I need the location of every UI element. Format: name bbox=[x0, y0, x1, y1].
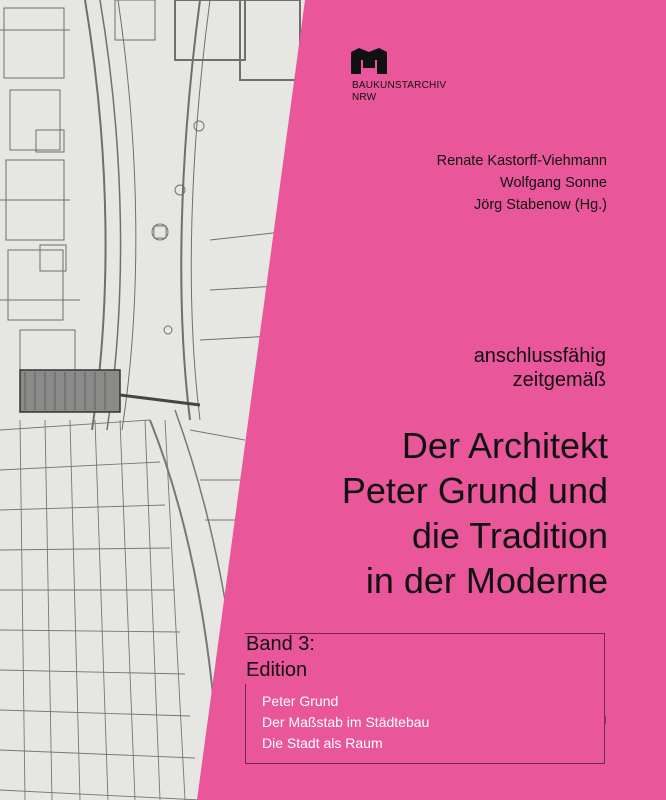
frame-left-edge bbox=[245, 684, 246, 764]
subtitle-line: anschlussfähig bbox=[473, 345, 606, 367]
contents-item: Peter Grund bbox=[262, 693, 339, 709]
author-name: Jörg Stabenow (Hg.) bbox=[474, 197, 607, 213]
authors bbox=[437, 150, 607, 216]
publisher-name bbox=[352, 80, 446, 104]
subtitle-line: zeitgemäß bbox=[512, 369, 606, 391]
volume-name: Edition bbox=[246, 659, 308, 681]
volume-contents bbox=[262, 691, 429, 754]
author-name: Wolfgang Sonne bbox=[500, 175, 607, 191]
title-line: in der Moderne bbox=[365, 560, 608, 601]
contents-item: Der Maßstab im Städtebau bbox=[262, 714, 430, 730]
publisher-line-1: BAUKUNSTARCHIV bbox=[352, 80, 447, 91]
volume-number: Band 3: bbox=[246, 633, 315, 655]
title-line: die Tradition bbox=[411, 515, 608, 556]
subtitle bbox=[474, 344, 606, 392]
title-line: Peter Grund und bbox=[341, 470, 608, 511]
volume-label bbox=[246, 631, 315, 683]
title-line: Der Architekt bbox=[401, 425, 608, 466]
author-name: Renate Kastorff-Viehmann bbox=[436, 153, 607, 169]
contents-item: Die Stadt als Raum bbox=[262, 735, 383, 751]
frame-tick-mark bbox=[604, 716, 606, 724]
publisher-line-2: NRW bbox=[352, 92, 377, 103]
archive-building-icon bbox=[349, 44, 389, 78]
book-title bbox=[342, 423, 608, 603]
